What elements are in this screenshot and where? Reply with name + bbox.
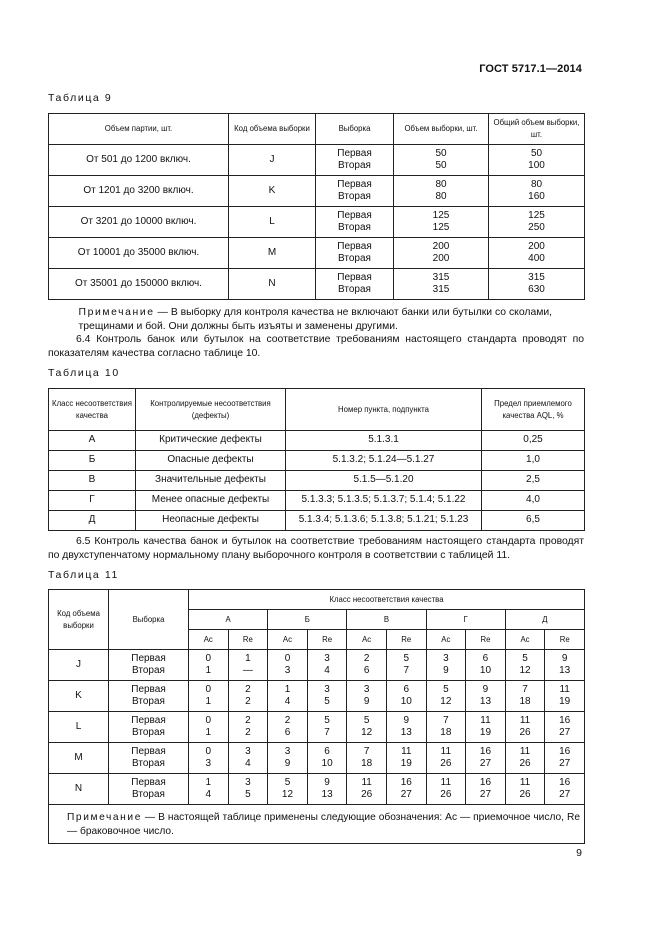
- table11-ac-value: [347, 681, 387, 712]
- table11-ac-value: [268, 650, 308, 681]
- table11-value-first: 0: [205, 683, 212, 695]
- table11-value-first: 9: [324, 776, 330, 788]
- table11-ac-value: [189, 743, 229, 774]
- table11-value-second: 7: [324, 727, 330, 738]
- table11-ac-value: [268, 774, 308, 805]
- table9-total-first: 200: [528, 240, 545, 252]
- table11-value-first: 5: [284, 776, 291, 788]
- table11-ac-value: [426, 650, 466, 681]
- table11-re-header: Re: [545, 630, 585, 650]
- table11-value-second: 6: [284, 727, 291, 738]
- table11-sample: [109, 743, 189, 774]
- table9-lot: От 10001 до 35000 включ.: [49, 238, 229, 269]
- table9-lot: От 1201 до 3200 включ.: [49, 176, 229, 207]
- table10-col-defect: Контролируемые несоответствия (дефекты): [136, 389, 286, 431]
- table11-ac-value: [505, 650, 545, 681]
- table11-value-first: 6: [324, 745, 330, 757]
- table11-sample-second: Вторая: [132, 758, 165, 769]
- table11-sample: [109, 650, 189, 681]
- table9-total: [489, 145, 585, 176]
- table11-value-first: 16: [559, 714, 571, 726]
- table11-value-first: 3: [443, 652, 449, 664]
- table11-value-second: 26: [440, 789, 452, 800]
- table11-value-first: 3: [245, 745, 251, 757]
- page-number: 9: [576, 847, 582, 859]
- table11-sample-second: Вторая: [132, 727, 165, 738]
- table9-row: [49, 207, 585, 238]
- table11-re-header: Re: [307, 630, 347, 650]
- table11-ac-header: Ac: [189, 630, 229, 650]
- table10-aql: 1,0: [482, 451, 585, 471]
- table11-ac-value: [189, 774, 229, 805]
- table10-clause: 5.1.3.1: [286, 431, 482, 451]
- table10-row: [49, 431, 585, 451]
- table9-lot: От 35001 до 150000 включ.: [49, 269, 229, 300]
- table11-value-first: 16: [479, 776, 492, 788]
- table11-ac-value: [505, 743, 545, 774]
- table11-value-second: 19: [400, 758, 412, 769]
- table11-value-first: 11: [401, 745, 412, 757]
- table11-col-class: Класс несоответствия качества: [189, 590, 585, 610]
- table11-value-first: 5: [403, 652, 410, 664]
- table11-col-sample: Выборка: [109, 590, 189, 650]
- table11-value-second: 3: [205, 758, 212, 769]
- table11-code: L: [49, 712, 109, 743]
- table9-col-code: Код объема выборки: [229, 114, 316, 145]
- table10-aql: 4,0: [482, 491, 585, 511]
- table9-sample-first: Первая: [337, 209, 372, 221]
- table11-value-first: 6: [482, 652, 489, 664]
- table11-value-second: 27: [559, 727, 571, 738]
- table11-value-first: 3: [245, 776, 251, 788]
- table11-re-value: [466, 774, 506, 805]
- table11-sample: [109, 681, 189, 712]
- table11-re-value: [545, 650, 585, 681]
- table11-re-value: [228, 743, 268, 774]
- table10-defect: Опасные дефекты: [136, 451, 286, 471]
- table11-ac-value: [189, 712, 229, 743]
- table11-caption: Таблица 11: [48, 569, 119, 581]
- table9-total-second: 250: [528, 222, 545, 233]
- table11-value-second: 26: [519, 727, 531, 738]
- table11-re-value: [545, 712, 585, 743]
- table11-value-second: 10: [479, 665, 492, 676]
- table9-size-first: 125: [432, 209, 450, 221]
- table11-value-second: 26: [519, 789, 531, 800]
- table9-code: N: [229, 269, 316, 300]
- table9-size-second: 125: [432, 222, 450, 233]
- table10-col-class: Класс несоответствия качества: [49, 389, 136, 431]
- table9-sample-second: Вторая: [338, 160, 371, 171]
- table11-value-first: 1: [284, 683, 291, 695]
- table9-size-second: 50: [435, 160, 447, 171]
- table11-ac-value: [426, 743, 466, 774]
- table9-size-first: 200: [432, 240, 450, 252]
- table10-defect: Критические дефекты: [136, 431, 286, 451]
- table11-sample-first: Первая: [131, 714, 166, 726]
- table11-ac-header: Ac: [268, 630, 308, 650]
- table9-sample: [316, 145, 394, 176]
- table11-col-code: Код объема выборки: [49, 590, 109, 650]
- table9-code: J: [229, 145, 316, 176]
- table11-re-value: [307, 743, 347, 774]
- table11-ac-value: [426, 712, 466, 743]
- table11-re-value: [545, 743, 585, 774]
- table11-value-first: 7: [522, 683, 528, 695]
- table9-size-first: 50: [435, 147, 447, 159]
- table11-row: [49, 650, 585, 681]
- table9-row: [49, 176, 585, 207]
- table11-re-value: [386, 681, 426, 712]
- table11-value-second: 6: [363, 665, 370, 676]
- table9-sample-first: Первая: [337, 271, 372, 283]
- table9-sample-second: Вторая: [338, 191, 371, 202]
- table11-value-first: 2: [245, 683, 251, 695]
- table11-code: J: [49, 650, 109, 681]
- table11-re-value: [386, 774, 426, 805]
- table11-re-header: Re: [466, 630, 506, 650]
- table9-code: L: [229, 207, 316, 238]
- table9-sample-second: Вторая: [338, 222, 371, 233]
- table9-lot: От 501 до 1200 включ.: [49, 145, 229, 176]
- table11: [48, 589, 585, 844]
- table11-re-value: [466, 712, 506, 743]
- table11-value-first: 0: [205, 714, 212, 726]
- table11-re-value: [228, 681, 268, 712]
- table9-size-second: 315: [432, 284, 450, 295]
- table9-size-first: 80: [435, 178, 447, 190]
- table11-re-value: [545, 774, 585, 805]
- table11-value-second: 2: [245, 727, 251, 738]
- table11-value-second: 7: [403, 665, 410, 676]
- table10: [48, 388, 585, 531]
- table11-code: M: [49, 743, 109, 774]
- table10-row: [49, 511, 585, 531]
- table11-value-second: 18: [361, 758, 373, 769]
- table11-re-value: [228, 712, 268, 743]
- table11-re-value: [466, 743, 506, 774]
- table10-aql: 0,25: [482, 431, 585, 451]
- standard-number: ГОСТ 5717.1—2014: [479, 63, 582, 75]
- table11-value-second: 27: [400, 789, 412, 800]
- table11-value-second: 18: [519, 696, 531, 707]
- table11-sample-first: Первая: [131, 683, 166, 695]
- table9-lot: От 3201 до 10000 включ.: [49, 207, 229, 238]
- table11-re-value: [545, 681, 585, 712]
- table11-value-second: 27: [479, 789, 492, 800]
- table9-total: [489, 176, 585, 207]
- table11-re-value: [228, 774, 268, 805]
- table11-value-first: 1: [245, 652, 251, 664]
- table11-ac-value: [505, 774, 545, 805]
- table11-value-second: 5: [324, 696, 330, 707]
- table11-value-second: 1: [205, 696, 212, 707]
- table11-ac-value: [347, 712, 387, 743]
- table11-ac-value: [347, 774, 387, 805]
- table11-value-first: 9: [561, 652, 568, 664]
- table9-col-total: Общий объем выборки, шт.: [489, 114, 585, 145]
- table9-row: [49, 145, 585, 176]
- table9-total: [489, 207, 585, 238]
- table11-ac-header: Ac: [347, 630, 387, 650]
- table11-value-first: 2: [284, 714, 291, 726]
- table11-value-first: 7: [363, 745, 370, 757]
- table10-row: [49, 471, 585, 491]
- table11-sample: [109, 774, 189, 805]
- table11-value-second: 12: [440, 696, 452, 707]
- table11-ac-header: Ac: [426, 630, 466, 650]
- table11-value-second: 13: [400, 727, 412, 738]
- table11-value-second: 19: [559, 696, 571, 707]
- paragraph-6-5: 6.5 Контроль качества банок и бутылок на соответствие требованиям настоящего стандарта проводят по двухступенчатому нормальному плану выборочного контроля в соответствии с таблицей 11.: [48, 536, 584, 561]
- table9-code: M: [229, 238, 316, 269]
- table11-value-first: 16: [559, 745, 571, 757]
- table10-clause: 5.1.5—5.1.20: [286, 471, 482, 491]
- table9-total-first: 125: [528, 209, 545, 221]
- table11-value-second: 4: [284, 696, 291, 707]
- table9-caption: Таблица 9: [48, 92, 113, 104]
- table11-row: [49, 681, 585, 712]
- table11-ac-value: [505, 681, 545, 712]
- table11-value-first: 1: [205, 776, 212, 788]
- table11-value-second: 13: [479, 696, 492, 707]
- table11-ac-value: [189, 650, 229, 681]
- table11-value-first: 11: [440, 745, 452, 757]
- table9-total-second: 630: [528, 284, 545, 295]
- table11-value-first: 5: [324, 714, 330, 726]
- table11-re-header: Re: [386, 630, 426, 650]
- paragraph-6-4: 6.4 Контроль банок или бутылок на соответствие требованиям настоящего стандарта проводят по показателям качества согласно таблице 10.: [48, 334, 584, 359]
- table11-value-second: 18: [440, 727, 452, 738]
- table10-class: Д: [49, 511, 136, 531]
- table9-sample-second: Вторая: [338, 253, 371, 264]
- table10-aql: 2,5: [482, 471, 585, 491]
- table11-code: N: [49, 774, 109, 805]
- table9-size: [394, 145, 489, 176]
- table10-class: Г: [49, 491, 136, 511]
- table9-total-second: 100: [528, 160, 545, 171]
- table11-note: Примечание — В настоящей таблице применены следующие обозначения: Ac — приемочное число, Re — браковочное число.: [49, 805, 585, 844]
- table9-sample-first: Первая: [337, 240, 372, 252]
- table11-ac-value: [268, 712, 308, 743]
- table11-ac-value: [268, 681, 308, 712]
- table11-value-second: 19: [479, 727, 492, 738]
- table11-value-first: 3: [324, 652, 330, 664]
- table10-clause: 5.1.3.3; 5.1.3.5; 5.1.3.7; 5.1.4; 5.1.22: [286, 491, 482, 511]
- table11-value-second: 27: [559, 789, 571, 800]
- table11-value-second: —: [242, 665, 253, 676]
- table11-re-value: [386, 712, 426, 743]
- table11-value-first: 0: [284, 652, 291, 664]
- table11-class-header: Г: [426, 610, 505, 630]
- table11-row: [49, 743, 585, 774]
- table10-class: В: [49, 471, 136, 491]
- table11-value-first: 9: [482, 683, 489, 695]
- table9-size: [394, 176, 489, 207]
- table9-note: Примечание — В выборку для контроля качества не включают банки или бутылки со сколами, трещинами и бой. Они должны быть изъяты и заменены другими.: [49, 300, 585, 337]
- table11-ac-value: [347, 650, 387, 681]
- table11-value-second: 4: [245, 758, 251, 769]
- table9-sample: [316, 207, 394, 238]
- table11-value-second: 4: [324, 665, 330, 676]
- table11-class-header: В: [347, 610, 426, 630]
- table10-clause: 5.1.3.4; 5.1.3.6; 5.1.3.8; 5.1.21; 5.1.23: [286, 511, 482, 531]
- table9-total: [489, 238, 585, 269]
- table9-total: [489, 269, 585, 300]
- table9: [48, 113, 585, 336]
- table9-total-second: 160: [528, 191, 545, 202]
- table11-value-first: 5: [363, 714, 370, 726]
- table11-value-second: 26: [519, 758, 531, 769]
- table11-value-first: 3: [363, 683, 370, 695]
- table10-class: А: [49, 431, 136, 451]
- table11-sample: [109, 712, 189, 743]
- table11-re-value: [466, 650, 506, 681]
- table9-row: [49, 238, 585, 269]
- table11-value-second: 27: [479, 758, 492, 769]
- table9-size-second: 80: [435, 191, 447, 202]
- table11-re-value: [466, 681, 506, 712]
- table9-size-second: 200: [432, 253, 450, 264]
- table11-value-first: 11: [480, 714, 491, 726]
- table10-caption: Таблица 10: [48, 367, 120, 379]
- table10-defect: Неопасные дефекты: [136, 511, 286, 531]
- table10-clause: 5.1.3.2; 5.1.24—5.1.27: [286, 451, 482, 471]
- table9-total-first: 50: [530, 147, 543, 159]
- table9-code: K: [229, 176, 316, 207]
- table11-row: [49, 712, 585, 743]
- table11-re-value: [228, 650, 268, 681]
- table9-sample-first: Первая: [337, 178, 372, 190]
- table9-col-lot: Объем партии, шт.: [49, 114, 229, 145]
- table9-total-first: 80: [530, 178, 543, 190]
- table11-re-header: Re: [228, 630, 268, 650]
- table11-re-value: [307, 774, 347, 805]
- table11-sample-first: Первая: [131, 745, 166, 757]
- table10-row: [49, 451, 585, 471]
- table9-total-second: 400: [528, 253, 545, 264]
- table11-re-value: [386, 743, 426, 774]
- table11-value-first: 16: [559, 776, 571, 788]
- table11-value-first: 6: [403, 683, 410, 695]
- table11-value-second: 5: [245, 789, 251, 800]
- table9-size: [394, 238, 489, 269]
- table11-value-first: 16: [479, 745, 492, 757]
- table11-value-first: 3: [284, 745, 291, 757]
- table11-value-second: 9: [284, 758, 291, 769]
- table11-value-first: 11: [559, 683, 570, 695]
- table10-defect: Менее опасные дефекты: [136, 491, 286, 511]
- table11-class-header: А: [189, 610, 268, 630]
- table11-sample-first: Первая: [131, 652, 166, 664]
- table11-ac-value: [189, 681, 229, 712]
- table11-ac-value: [426, 774, 466, 805]
- table10-row: [49, 491, 585, 511]
- table11-sample-second: Вторая: [132, 665, 165, 676]
- table11-value-first: 9: [403, 714, 410, 726]
- table11-row: [49, 774, 585, 805]
- table10-col-aql: Предел приемлемого качества AQL, %: [482, 389, 585, 431]
- table9-sample: [316, 238, 394, 269]
- table9-sample: [316, 176, 394, 207]
- table11-ac-value: [347, 743, 387, 774]
- table11-re-value: [307, 650, 347, 681]
- table11-value-second: 3: [284, 665, 291, 676]
- table11-value-first: 2: [363, 652, 370, 664]
- table11-re-value: [307, 712, 347, 743]
- table9-total-first: 315: [528, 271, 545, 283]
- table11-value-second: 26: [361, 789, 373, 800]
- table11-value-second: 4: [205, 789, 212, 800]
- table11-value-first: 11: [361, 776, 372, 788]
- table11-value-first: 7: [443, 714, 449, 726]
- table11-value-second: 9: [363, 696, 370, 707]
- table11-class-header: Б: [268, 610, 347, 630]
- table10-aql: 6,5: [482, 511, 585, 531]
- table11-value-first: 5: [443, 683, 449, 695]
- table11-value-second: 12: [281, 789, 294, 800]
- table11-value-second: 26: [440, 758, 452, 769]
- table9-row: [49, 269, 585, 300]
- table9-size: [394, 269, 489, 300]
- table11-value-second: 1: [205, 727, 212, 738]
- table11-value-second: 12: [361, 727, 373, 738]
- table11-value-second: 10: [400, 696, 412, 707]
- table11-value-second: 2: [245, 696, 251, 707]
- table11-value-first: 2: [245, 714, 251, 726]
- table9-col-size: Объем выборки, шт.: [394, 114, 489, 145]
- table9-sample-first: Первая: [337, 147, 372, 159]
- table9-size: [394, 207, 489, 238]
- table11-value-first: 0: [205, 745, 212, 757]
- table11-sample-second: Вторая: [132, 696, 165, 707]
- table11-value-first: 3: [324, 683, 330, 695]
- table11-value-first: 11: [519, 714, 531, 726]
- table11-sample-first: Первая: [131, 776, 166, 788]
- table11-value-second: 27: [559, 758, 571, 769]
- table11-value-first: 0: [205, 652, 212, 664]
- table11-value-first: 16: [400, 776, 412, 788]
- table9-col-sample: Выборка: [316, 114, 394, 145]
- table11-value-second: 1: [205, 665, 212, 676]
- table10-defect: Значительные дефекты: [136, 471, 286, 491]
- table9-sample-second: Вторая: [338, 284, 371, 295]
- table11-value-second: 12: [519, 665, 531, 676]
- table11-value-second: 13: [559, 665, 571, 676]
- table9-sample: [316, 269, 394, 300]
- table9-size-first: 315: [432, 271, 450, 283]
- table11-value-second: 10: [321, 758, 333, 769]
- table11-ac-value: [505, 712, 545, 743]
- table10-col-clause: Номер пункта, подпункта: [286, 389, 482, 431]
- table11-value-second: 9: [443, 665, 449, 676]
- table11-value-first: 5: [522, 652, 528, 664]
- table11-ac-value: [426, 681, 466, 712]
- table11-value-first: 11: [519, 745, 531, 757]
- table11-class-header: Д: [505, 610, 584, 630]
- table11-value-second: 13: [321, 789, 333, 800]
- table11-code: K: [49, 681, 109, 712]
- table10-class: Б: [49, 451, 136, 471]
- table11-value-first: 11: [519, 776, 531, 788]
- table11-re-value: [307, 681, 347, 712]
- table11-ac-header: Ac: [505, 630, 545, 650]
- table11-re-value: [386, 650, 426, 681]
- table11-ac-value: [268, 743, 308, 774]
- table11-value-first: 11: [440, 776, 452, 788]
- table11-sample-second: Вторая: [132, 789, 165, 800]
